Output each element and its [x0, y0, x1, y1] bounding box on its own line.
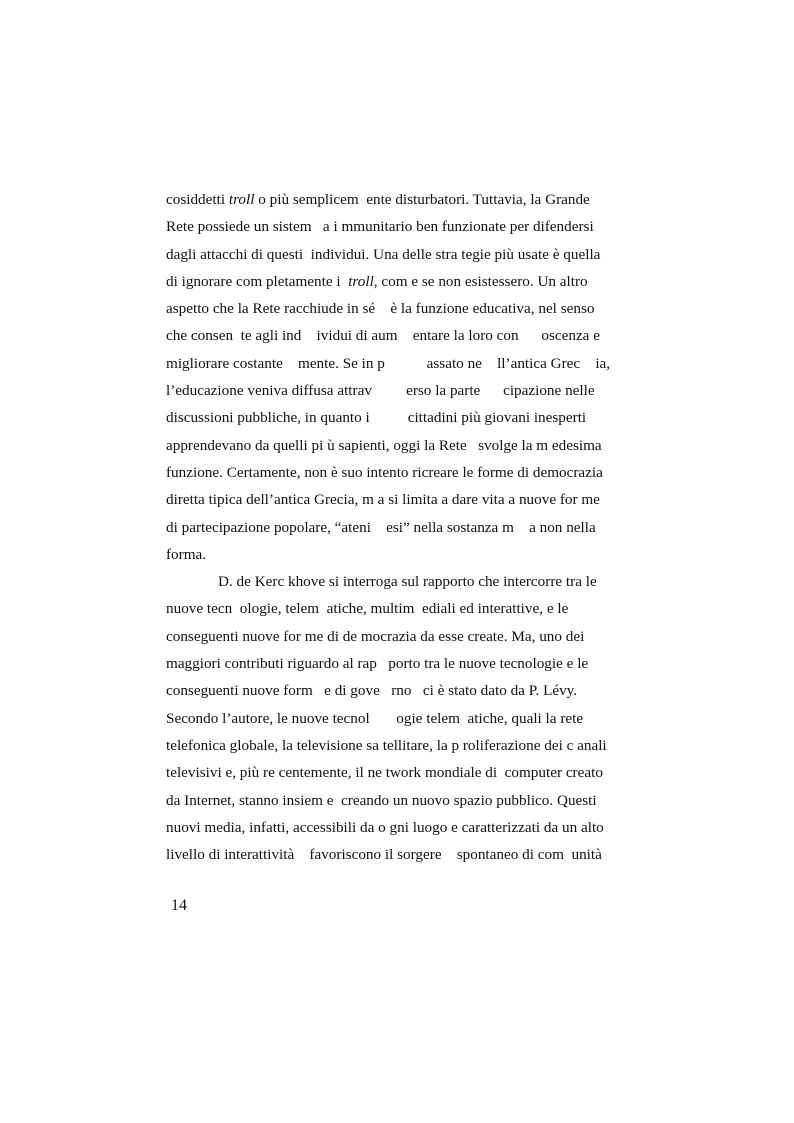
text-line-10: apprendevano da quelli pi ù sapienti, oggi la Rete svolge la m edesima [166, 436, 602, 454]
text-line-11: funzione. Certamente, non è suo intento ricreare le forme di democrazia [166, 463, 603, 481]
italic-term: troll [228, 191, 255, 208]
text-line-15: D. de Kerc khove si interroga sul rapporto che intercorre tra le [218, 573, 597, 591]
text-line-3: dagli attacchi di questi individui. Una delle stra tegie più usate è quella [166, 245, 601, 263]
text-line-13: di partecipazione popolare, “ateni esi” nella sostanza m a non nella [166, 518, 596, 536]
text-line-21: telefonica globale, la televisione sa tellitare, la p roliferazione dei c anali [166, 736, 607, 754]
text-line-6: che consen te agli ind ividui di aum entare la loro con oscenza e [166, 327, 600, 345]
text-line-16: nuove tecn ologie, telem atiche, multim ediali ed interattive, e le [166, 600, 569, 618]
text-line-24: nuovi media, infatti, accessibili da o gni luogo e caratterizzati da un alto [166, 818, 604, 836]
text-line-22: televisivi e, più re centemente, il ne twork mondiale di computer creato [166, 764, 603, 782]
text-line-12: diretta tipica dell’antica Grecia, m a si limita a dare vita a nuove for me [166, 491, 600, 509]
text-line-8: l’educazione veniva diffusa attrav erso la parte cipazione nelle [166, 382, 595, 400]
text-line-19: conseguenti nuove form e di gove rno ci è stato dato da P. Lévy. [166, 682, 578, 700]
text-line-20: Secondo l’autore, le nuove tecnol ogie telem atiche, quali la rete [166, 709, 584, 727]
text-line-18: maggiori contributi riguardo al rap porto tra le nuove tecnologie e le [166, 655, 589, 673]
text-line-4: di ignorare com pletamente i troll, com e se non esistessero. Un altro [166, 272, 588, 290]
text-line-9: discussioni pubbliche, in quanto i cittadini più giovani inesperti [166, 409, 587, 427]
text-line-14: forma. [166, 545, 207, 563]
text-line-1: cosiddetti troll o più semplicem ente disturbatori. Tuttavia, la Grande [166, 191, 590, 208]
text-line-17: conseguenti nuove for me di de mocrazia da esse create. Ma, uno dei [166, 627, 585, 645]
page-number: 14 [171, 897, 187, 914]
text-line-5: aspetto che la Rete racchiude in sé è la funzione educativa, nel senso [166, 300, 595, 318]
text-line-7: migliorare costante mente. Se in p assato ne ll’antica Grec ia, [166, 354, 611, 372]
text-line-25: livello di interattività favoriscono il sorgere spontaneo di com unità [166, 846, 602, 864]
text-line-23: da Internet, stanno insiem e creando un nuovo spazio pubblico. Questi [166, 791, 597, 809]
text-line-2: Rete possiede un sistem a i mmunitario ben funzionate per difendersi [166, 218, 594, 236]
body-text [166, 186, 632, 868]
italic-term: troll [348, 272, 374, 290]
